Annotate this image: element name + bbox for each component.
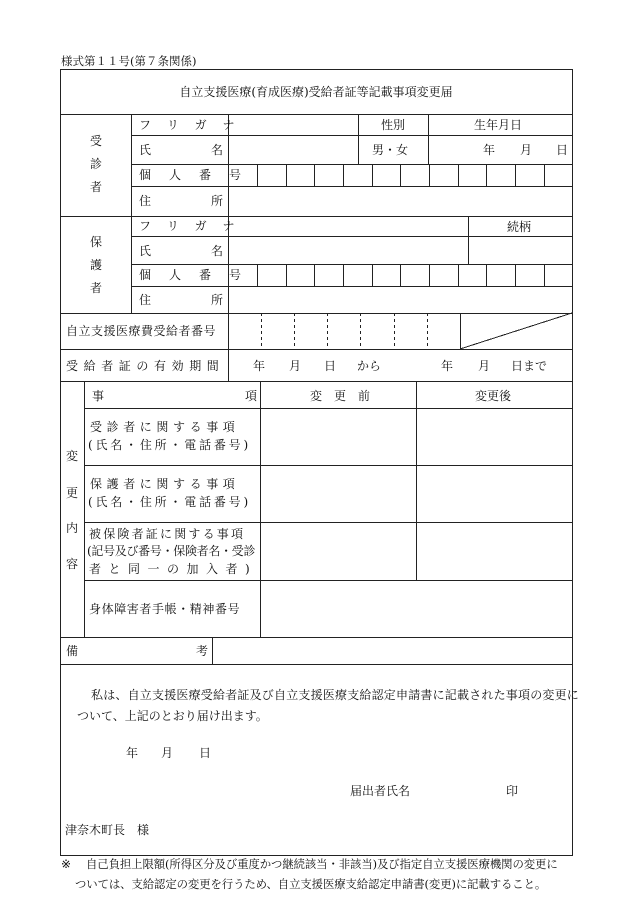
changes-header-item-b: 項 (245, 389, 258, 403)
patient-section-label-1: 受 (89, 134, 102, 148)
dob-month: 月 (520, 143, 533, 157)
patient-number-label: 個 人 番 号 (139, 168, 245, 182)
changes-section-label-2: 更 (65, 486, 78, 500)
patient-furigana-label: フ リ ガ ナ (139, 118, 241, 132)
change-row-insurance-line1: 被保険者証に関する事項 (89, 527, 246, 541)
change-row-insurance-line2: (記号及び番号・保険者名・受診 (87, 544, 256, 558)
guardian-furigana-label: フ リ ガ ナ (139, 219, 241, 233)
dob-year: 年 (483, 143, 496, 157)
addressee: 津奈木町長 様 (65, 823, 150, 837)
patient-address-label-b: 所 (210, 194, 223, 208)
dob-label: 生年月日 (474, 118, 523, 132)
validity-start-month: 月 (289, 359, 302, 373)
patient-name-label-a: 氏 (139, 143, 152, 157)
validity-end-month: 月 (478, 359, 491, 373)
declaration-year: 年 (126, 746, 139, 760)
patient-section-label-3: 者 (89, 180, 102, 194)
guardian-name-label-b: 名 (210, 244, 223, 258)
change-row-guardian-line1: 保護者に関する事項 (90, 477, 240, 491)
form-number: 様式第１１号(第７条関係) (61, 54, 197, 68)
footnote-mark: ※ (61, 857, 72, 871)
guardian-number-label: 個 人 番 号 (139, 268, 245, 282)
changes-section-label-3: 内 (65, 521, 78, 535)
validity-label: 受給者証の有効期間 (66, 359, 225, 373)
guardian-section-label-3: 者 (89, 281, 102, 295)
changes-header-before: 変 更 前 (310, 389, 371, 403)
guardian-address-label-a: 住 (139, 293, 152, 307)
declaration-line2: ついて、上記のとおり届け出ます。 (77, 709, 268, 723)
guardian-section-label-2: 護 (89, 258, 102, 272)
changes-section-label-1: 変 (65, 449, 78, 463)
validity-end-year: 年 (441, 359, 454, 373)
change-row-patient-line2: (氏名・住所・電話番号) (88, 438, 251, 452)
guardian-number-cells (258, 264, 545, 286)
changes-header-after: 変更後 (475, 389, 512, 403)
guardian-section-label-1: 保 (89, 235, 102, 249)
dob-day: 日 (556, 143, 569, 157)
patient-number-cells (258, 164, 545, 186)
remarks-label-b: 考 (196, 644, 209, 658)
patient-address-label-a: 住 (139, 194, 152, 208)
recipient-number-label: 自立支援医療費受給者番号 (66, 324, 217, 338)
form-title: 自立支援医療(育成医療)受給者証等記載事項変更届 (179, 85, 453, 99)
validity-from: から (357, 359, 382, 373)
changes-section-label-4: 容 (65, 557, 78, 571)
seal-mark: 印 (506, 784, 519, 798)
footnote-line1: 自己負担上限額(所得区分及び重度かつ継続該当・非該当)及び指定自立支援医療機関の変更に (86, 857, 558, 871)
sex-label: 性別 (381, 118, 406, 132)
declaration-day: 日 (199, 746, 212, 760)
change-row-guardian-line2: (氏名・住所・電話番号) (88, 495, 251, 509)
recipient-number-diagonal (460, 313, 572, 349)
declaration-line1: 私は、自立支援医療受給者証及び自立支援医療支給認定申請書に記載された事項の変更に (91, 688, 580, 702)
change-row-disability-line1: 身体障害者手帳・精神番号 (89, 602, 241, 616)
patient-name-label-b: 名 (210, 143, 223, 157)
guardian-address-label-b: 所 (210, 293, 223, 307)
remarks-label-a: 備 (66, 644, 79, 658)
relation-label: 続柄 (507, 220, 532, 234)
guardian-name-label (139, 244, 223, 258)
validity-start-year: 年 (253, 359, 266, 373)
change-row-insurance-line3: 者と同一の加入者) (89, 562, 258, 576)
change-row-patient-line1: 受診者に関する事項 (90, 420, 240, 434)
guardian-address-label (139, 293, 223, 307)
validity-end-until: 日まで (511, 359, 548, 373)
footnote-line2: ついては、支給認定の変更を行うため、自立支援医療支給認定申請書(変更)に記載すること。 (75, 877, 547, 891)
changes-header-item-a: 事 (92, 389, 105, 403)
declaration-month: 月 (161, 746, 174, 760)
applicant-name-label: 届出者氏名 (350, 784, 411, 798)
patient-address-label (139, 194, 223, 208)
patient-name-label (139, 143, 223, 157)
guardian-name-label-a: 氏 (139, 244, 152, 258)
sex-value: 男・女 (372, 143, 409, 157)
validity-start-day: 日 (324, 359, 337, 373)
form-border (61, 70, 573, 856)
patient-section-label-2: 診 (89, 157, 102, 171)
